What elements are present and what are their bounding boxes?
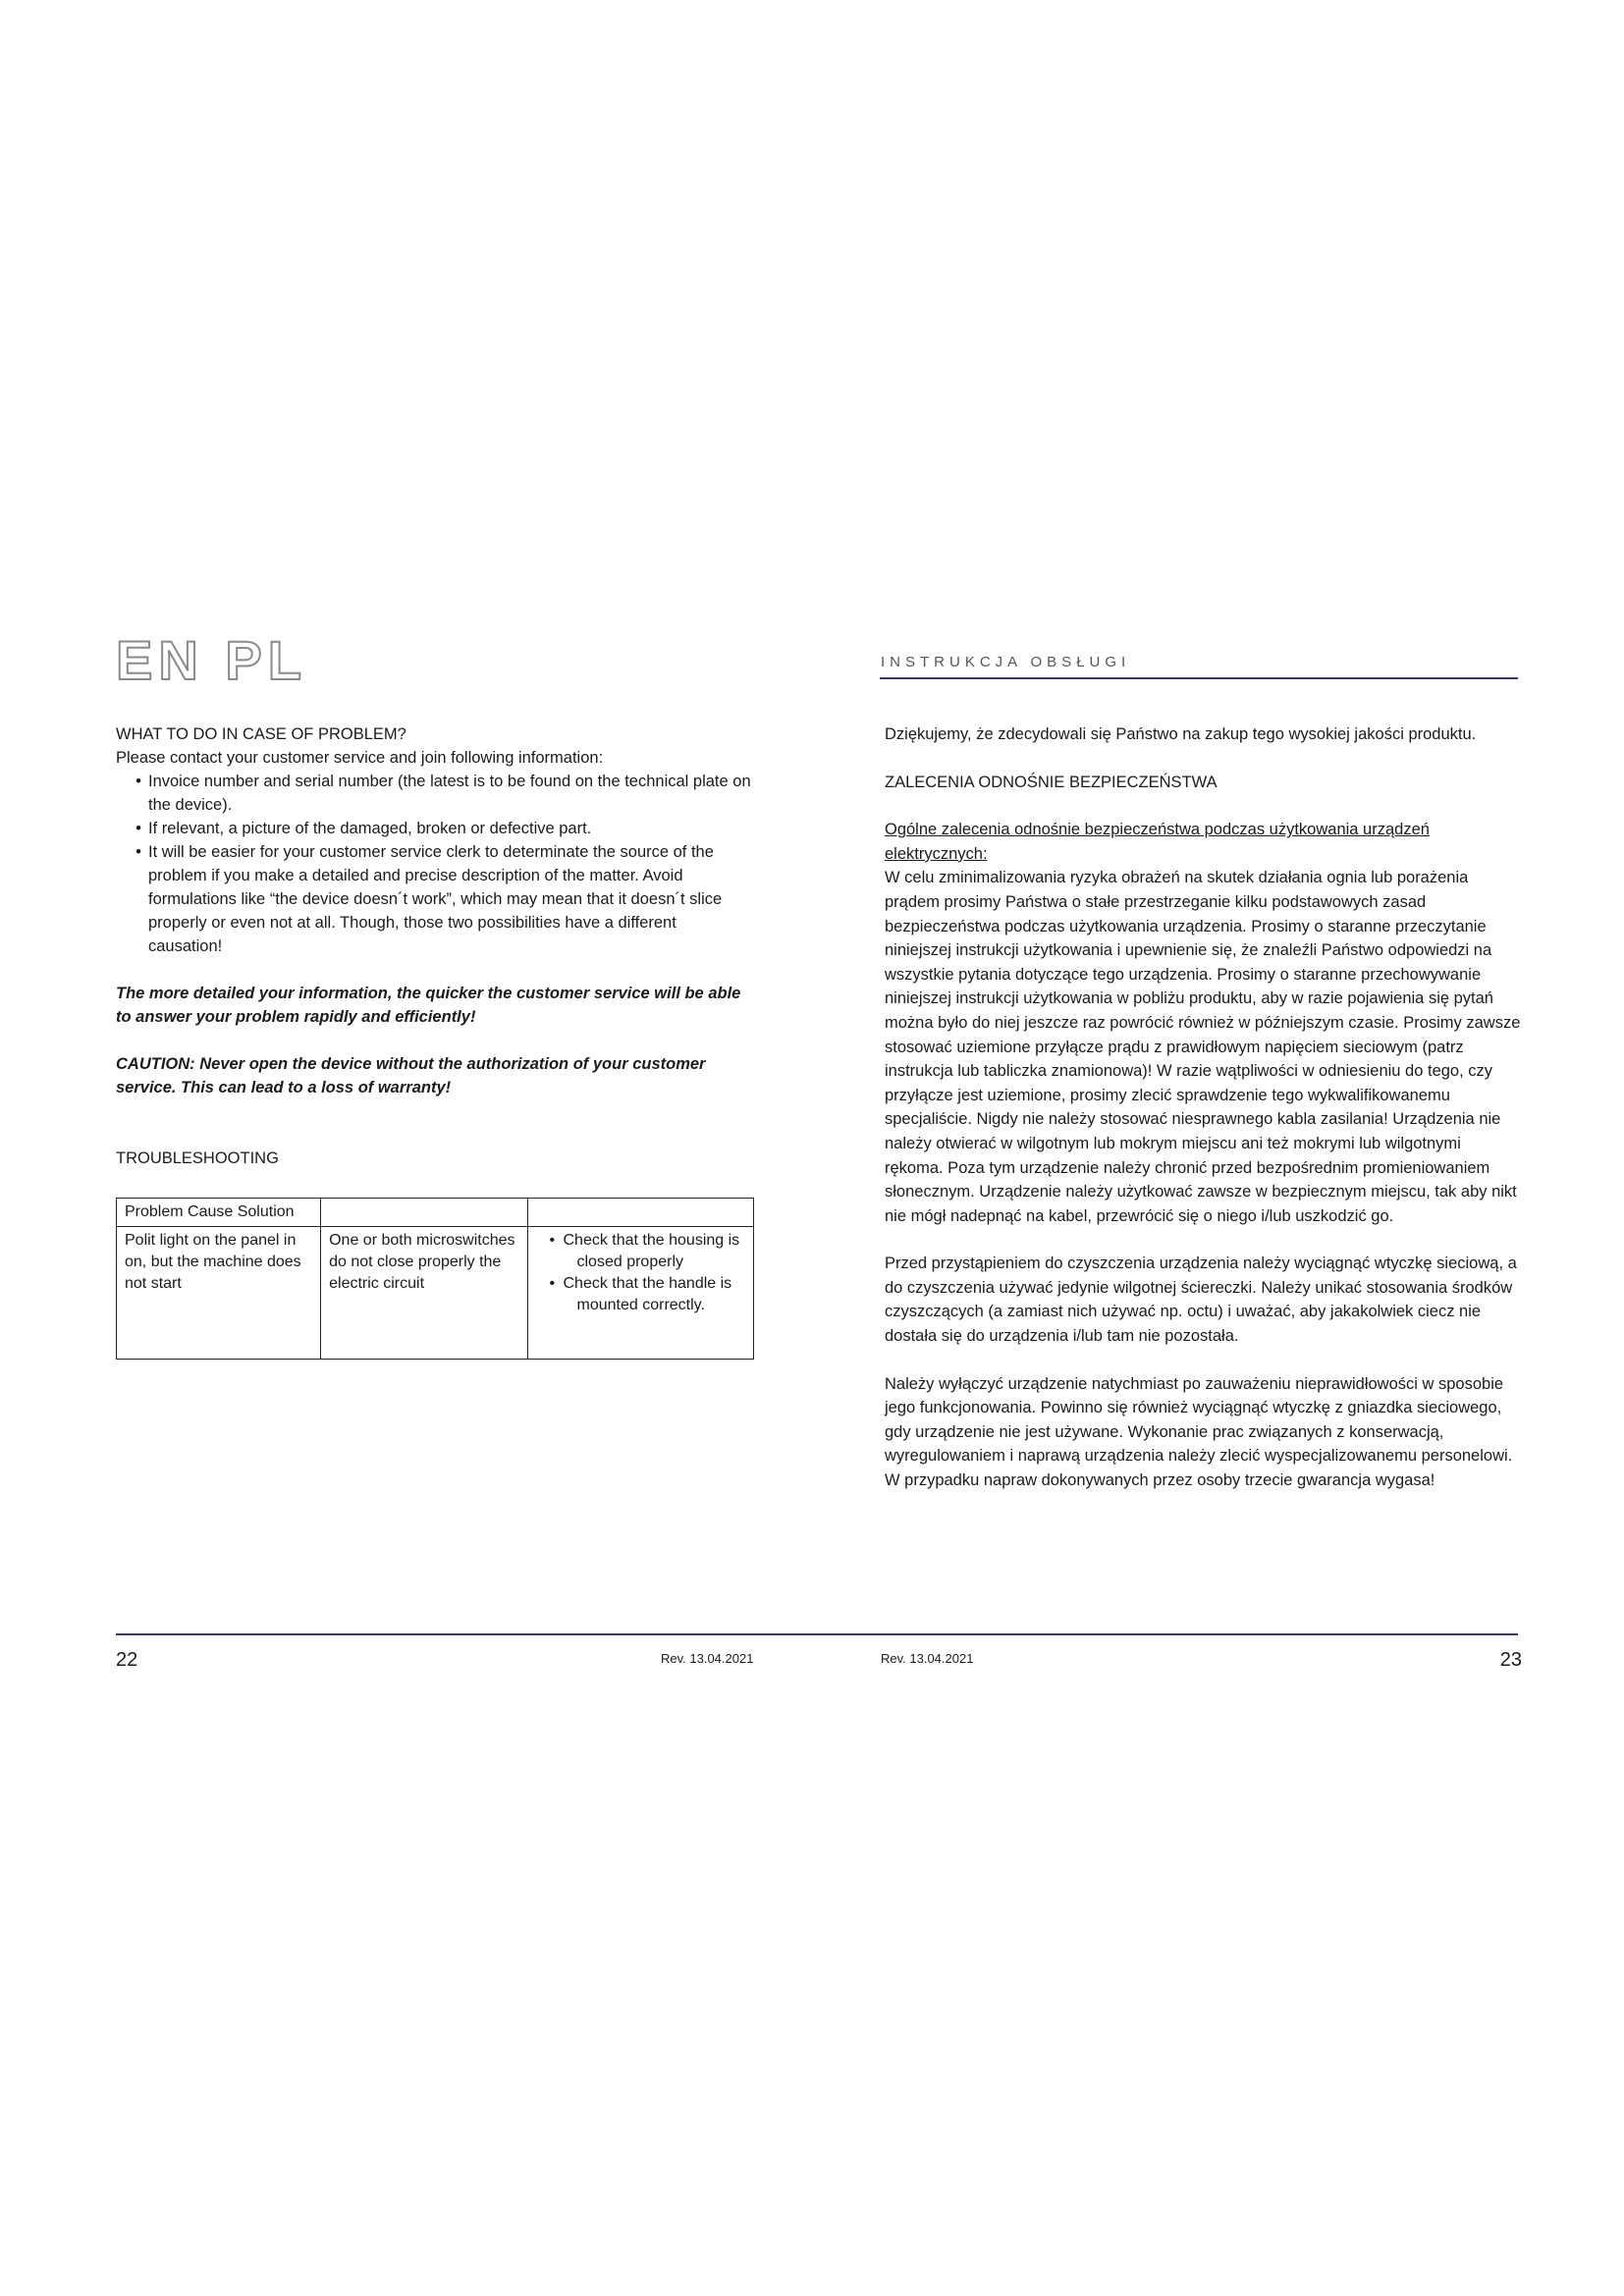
page-number-left: 22 xyxy=(116,1649,138,1671)
malfunction-paragraph: Należy wyłączyć urządzenie natychmiast po zauważeniu nieprawidłowości w sposobie jego funkcjonowania. Powinno się również wyciągnąć wtyczkę z gniazdka sieciowego, gdy urządzenie nie jest używane. Wykonanie prac związanych z konserwacją, wyregulowaniem i naprawą urządzenia należy zlecić wyspecjalizowanemu personelowi. W przypadku napraw dokonywanych przez osoby trzecie gwarancja wygasa! xyxy=(885,1374,1513,1490)
cleaning-paragraph: Przed przystąpieniem do czyszczenia urządzenia należy wyciągnąć wtyczkę sieciową, a do czyszczenia używać jedynie wilgotnej ściereczki. Należy unikać stosowania środków czyszczących (a zamiast nich używać np. octu) i uważać, aby jakakolwiek ciecz nie dostała się do urządzenia i/lub tam nie pozostała. xyxy=(885,1255,1517,1346)
cause-cell: One or both microswitches do not close properly the electric circuit xyxy=(321,1227,527,1360)
troubleshooting-table xyxy=(116,1198,754,1360)
problem-intro: Please contact your customer service and join following information: xyxy=(116,749,604,767)
safety-subheading: Ogólne zalecenia odnośnie bezpieczeństwa podczas użytkowania urządzeń elektrycznych: xyxy=(885,821,1430,863)
right-column xyxy=(885,722,1523,1493)
table-header-row xyxy=(117,1199,754,1227)
list-item: • If relevant, a picture of the damaged, broken or defective part. xyxy=(116,817,754,840)
left-column xyxy=(116,722,754,1360)
info-list xyxy=(116,770,754,958)
caution-note: CAUTION: Never open the device without the authorization of your customer service. This can lead to a loss of warranty! xyxy=(116,1055,706,1096)
table-header-cell: Problem Cause Solution xyxy=(117,1199,321,1227)
list-item: • Check that the handle is mounted correctly. xyxy=(536,1273,746,1316)
table-header-cell-empty xyxy=(527,1199,754,1227)
page-number-right: 23 xyxy=(1499,1649,1522,1671)
detail-note: The more detailed your information, the quicker the customer service will be able to answer your problem rapidly and efficiently! xyxy=(116,985,741,1026)
safety-heading: ZALECENIA ODNOŚNIE BEZPIECZEŃSTWA xyxy=(885,773,1218,791)
language-logo: EN PL xyxy=(116,629,307,691)
problem-cell: Polit light on the panel in on, but the machine does not start xyxy=(117,1227,321,1360)
revision-left: Rev. 13.04.2021 xyxy=(661,1651,754,1666)
troubleshooting-heading: TROUBLESHOOTING xyxy=(116,1149,279,1167)
solution-cell xyxy=(527,1227,754,1360)
list-item: • Invoice number and serial number (the latest is to be found on the technical plate on the device). xyxy=(116,770,754,817)
header-divider xyxy=(880,677,1518,679)
thanks-text: Dziękujemy, że zdecydowali się Państwo na zakup tego wysokiej jakości produktu. xyxy=(885,725,1477,743)
table-row xyxy=(117,1227,754,1360)
table-header-cell-empty xyxy=(321,1199,527,1227)
list-item: • Check that the housing is closed properly xyxy=(536,1230,746,1273)
list-item: • It will be easier for your customer service clerk to determinate the source of the problem if you make a detailed and precise description of the matter. Avoid formulations like “the device doesn´t work”, which may mean that it doesn´t slice properly or even not at all. Though, those two possibilities have a different causation! xyxy=(116,840,754,958)
document-title: INSTRUKCJA OBSŁUGI xyxy=(881,654,1131,670)
revision-right: Rev. 13.04.2021 xyxy=(881,1651,974,1666)
solution-list xyxy=(536,1230,746,1316)
safety-paragraph: W celu zminimalizowania ryzyka obrażeń na skutek działania ognia lub porażenia prądem prosimy Państwa o stałe przestrzeganie kilku podstawowych zasad bezpieczeństwa podczas użytkowania urządzenia. Prosimy o staranne przeczytanie niniejszej instrukcji użytkowania i upewnienie się, że znaleźli Państwo odpowiedzi na wszystkie pytania dotyczące tego urządzenia. Prosimy o staranne przechowywanie niniejszej instrukcji użytkowania w pobliżu produktu, aby w razie pojawienia się pytań można było do niej jeszcze raz powrócić również w późniejszym czasie. Prosimy zawsze stosować uziemione przyłącze prądu z prawidłowym napięciem sieciowym (patrz instrukcja lub tabliczka znamionowa)! W razie wątpliwości w odniesieniu do tego, czy przyłącze jest uziemione, prosimy zlecić sprawdzenie tego wykwalifikowanemu specjaliście. Nigdy nie należy stosować niesprawnego kabla zasilania! Urządzenia nie należy otwierać w wilgotnym lub mokrym miejscu ani też mokrymi lub wilgotnymi rękoma. Poza tym urządzenie należy chronić przed bezpośrednim promieniowaniem słonecznym. Urządzenie należy użytkować zawsze w bezpiecznym miejscu, tak aby nikt nie mógł nadepnąć na kabel, przewrócić się o niego i/lub uszkodzić go. xyxy=(885,869,1521,1225)
footer-divider xyxy=(116,1633,1518,1635)
problem-heading: WHAT TO DO IN CASE OF PROBLEM? xyxy=(116,725,406,743)
